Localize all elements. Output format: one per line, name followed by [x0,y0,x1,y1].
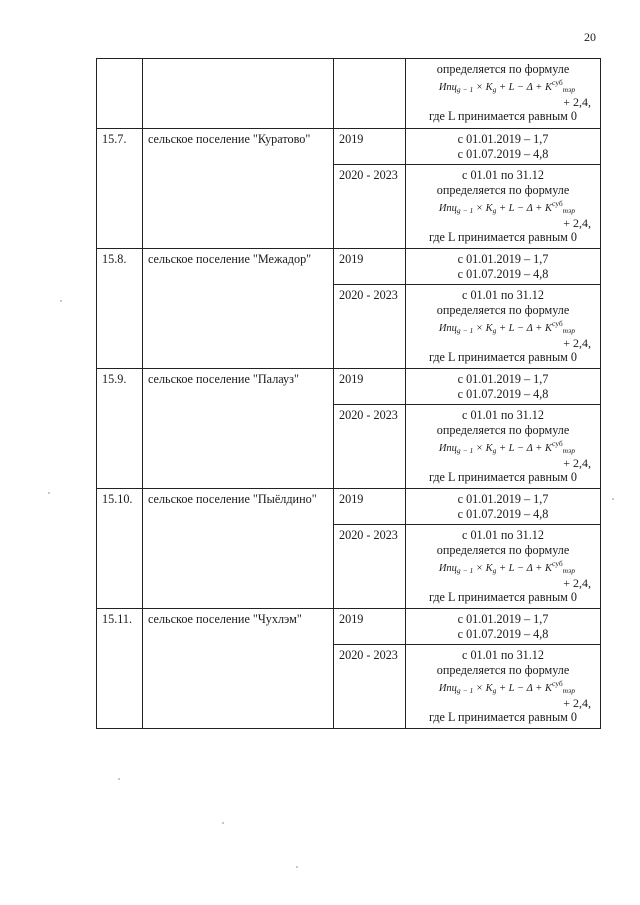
scan-speck [296,866,298,868]
period-label: 2019 [339,612,364,626]
settlement-name: сельское поселение "Пыёлдино" [148,492,317,506]
table-row [97,369,601,405]
name-cell [143,59,334,129]
formula-part: + L − Δ + K [496,563,552,574]
num-cell [97,249,143,369]
formula-sub: g [492,326,497,335]
name-cell [143,609,334,729]
value-line: с 01.01 по 31.12 [461,528,544,542]
value-cell [406,59,601,129]
formula [411,198,595,230]
period-cell [334,609,406,645]
row-number: 15.7. [102,132,127,146]
scan-speck [48,492,50,494]
value-cell [406,645,601,729]
row-number: 15.11. [102,612,133,626]
formula-note: где L принимается равным 0 [428,350,578,364]
formula-part: × K [473,203,493,214]
formula [411,438,595,470]
formula-part: Ипц [438,323,457,334]
formula [411,558,595,590]
value-cell [406,369,601,405]
formula-sub: g [492,206,497,215]
row-number: 15.8. [102,252,127,266]
formula-sup: суб [551,559,563,568]
formula-part: Ипц [438,683,457,694]
formula-part: + L − Δ + K [496,683,552,694]
formula-tail: + 2,4, [563,576,591,590]
settlement-name: сельское поселение "Межадор" [148,252,312,266]
formula-sub: g [492,85,497,94]
formula-tail: + 2,4, [563,456,591,470]
formula-sub: g − 1 [456,686,474,695]
scan-speck [222,822,224,824]
table-row-continuation [97,59,601,129]
formula-sup: суб [551,679,563,688]
table-row [97,609,601,645]
value-cell [406,249,601,285]
formula-part: Ипц [438,563,457,574]
formula-note: где L принимается равным 0 [428,470,578,484]
formula-sub: тэр [562,566,576,575]
scan-speck [612,498,614,500]
period-cell [334,249,406,285]
formula-part: × K [473,563,493,574]
period-cell [334,405,406,489]
table-row [97,249,601,285]
period-cell [334,285,406,369]
period-cell [334,369,406,405]
period-label: 2019 [339,252,364,266]
formula-label: определяется по формуле [436,423,570,437]
formula-sub: тэр [562,326,576,335]
formula-sub: g [492,686,497,695]
period-cell [334,59,406,129]
formula-part: × K [473,443,493,454]
formula [411,77,595,109]
name-cell [143,129,334,249]
formula-part: + L − Δ + K [496,82,552,93]
name-cell [143,489,334,609]
formula-part: + L − Δ + K [496,443,552,454]
formula-part: × K [473,683,493,694]
formula-label: определяется по формуле [436,183,570,197]
formula-note: где L принимается равным 0 [428,230,578,244]
formula-part: Ипц [438,443,457,454]
formula [411,678,595,710]
formula-sup: суб [551,78,563,87]
page-number: 20 [584,30,596,44]
num-cell [97,59,143,129]
formula-sub: g − 1 [456,206,474,215]
value-cell [406,129,601,165]
formula-label: определяется по формуле [436,663,570,677]
period-label: 2020 - 2023 [339,648,398,662]
period-label: 2019 [339,492,364,506]
period-cell [334,165,406,249]
value-line: с 01.07.2019 – 4,8 [457,627,549,641]
value-line: с 01.07.2019 – 4,8 [457,267,549,281]
value-line: с 01.01.2019 – 1,7 [457,132,549,146]
settlement-name: сельское поселение "Палауз" [148,372,299,386]
formula-sup: суб [551,439,563,448]
formula-sub: g − 1 [456,446,474,455]
formula-tail: + 2,4, [563,95,591,109]
formula-part: + L − Δ + K [496,203,552,214]
value-line: с 01.01 по 31.12 [461,648,544,662]
value-line: с 01.01 по 31.12 [461,168,544,182]
formula-label: определяется по формуле [436,62,570,76]
formula-sub: g − 1 [456,326,474,335]
formula-sub: g − 1 [456,85,474,94]
formula-note: где L принимается равным 0 [428,590,578,604]
value-line: с 01.01.2019 – 1,7 [457,492,549,506]
value-cell [406,525,601,609]
formula-tail: + 2,4, [563,336,591,350]
formula-part: Ипц [438,203,457,214]
scan-speck [118,778,120,780]
scan-speck [60,300,62,302]
formula-tail: + 2,4, [563,696,591,710]
formula-part: + L − Δ + K [496,323,552,334]
table-row [97,489,601,525]
formula-part: × K [473,82,493,93]
period-label: 2020 - 2023 [339,528,398,542]
formula-label: определяется по формуле [436,543,570,557]
formula-note: где L принимается равным 0 [428,109,578,123]
value-cell [406,165,601,249]
value-line: с 01.07.2019 – 4,8 [457,507,549,521]
formula-label: определяется по формуле [436,303,570,317]
formula-part: × K [473,323,493,334]
period-label: 2020 - 2023 [339,408,398,422]
value-cell [406,405,601,489]
period-label: 2019 [339,132,364,146]
period-label: 2019 [339,372,364,386]
period-cell [334,129,406,165]
value-line: с 01.01 по 31.12 [461,408,544,422]
value-line: с 01.01 по 31.12 [461,288,544,302]
formula-sup: суб [551,199,563,208]
name-cell [143,369,334,489]
period-label: 2020 - 2023 [339,168,398,182]
settlement-name: сельское поселение "Куратово" [148,132,311,146]
value-line: с 01.07.2019 – 4,8 [457,147,549,161]
value-cell [406,285,601,369]
row-number: 15.10. [102,492,133,506]
num-cell [97,609,143,729]
formula-sub: тэр [562,206,576,215]
settlement-name: сельское поселение "Чухлэм" [148,612,302,626]
formula-sub: тэр [562,686,576,695]
formula [411,318,595,350]
formula-sup: суб [551,319,563,328]
value-line: с 01.01.2019 – 1,7 [457,252,549,266]
num-cell [97,489,143,609]
period-cell [334,489,406,525]
num-cell [97,369,143,489]
period-cell [334,525,406,609]
formula-tail: + 2,4, [563,216,591,230]
period-cell [334,645,406,729]
period-label: 2020 - 2023 [339,288,398,302]
value-cell [406,609,601,645]
value-line: с 01.01.2019 – 1,7 [457,612,549,626]
formula-part: Ипц [438,82,457,93]
value-cell [406,489,601,525]
tariff-table [96,58,601,729]
row-number: 15.9. [102,372,127,386]
num-cell [97,129,143,249]
formula-sub: g − 1 [456,566,474,575]
formula-sub: g [492,566,497,575]
table-body [97,59,601,729]
table-row [97,129,601,165]
formula-note: где L принимается равным 0 [428,710,578,724]
name-cell [143,249,334,369]
formula-sub: тэр [562,446,576,455]
value-line: с 01.01.2019 – 1,7 [457,372,549,386]
formula-sub: тэр [562,85,576,94]
formula-sub: g [492,446,497,455]
value-line: с 01.07.2019 – 4,8 [457,387,549,401]
